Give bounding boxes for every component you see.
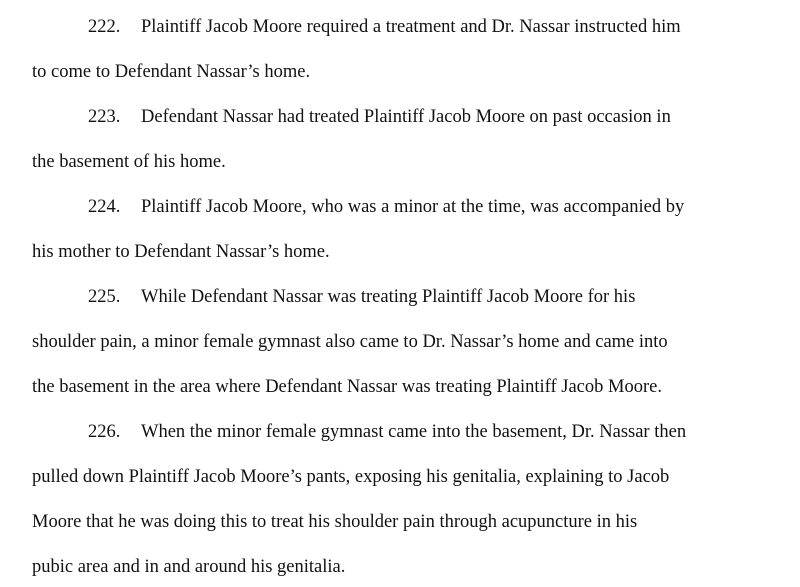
- paragraph-text: When the minor female gymnast came into the basement, Dr. Nassar then: [141, 422, 687, 442]
- paragraph-text: pubic area and in and around his genitalia.: [32, 557, 346, 577]
- paragraph-222-line-1: [88, 16, 681, 38]
- paragraph-226-line-3: [32, 511, 637, 533]
- paragraph-225-line-2: [32, 331, 668, 353]
- paragraph-number: 222.: [88, 17, 121, 37]
- paragraph-text: Moore that he was doing this to treat his shoulder pain through acupuncture in his: [32, 512, 638, 532]
- paragraph-number: 226.: [88, 422, 121, 442]
- paragraph-text: While Defendant Nassar was treating Plaintiff Jacob Moore for his: [141, 287, 636, 307]
- paragraph-text: the basement of his home.: [32, 152, 226, 172]
- paragraph-text: to come to Defendant Nassar’s home.: [32, 62, 311, 82]
- paragraph-226-line-2: [32, 466, 669, 488]
- paragraph-number: 225.: [88, 287, 121, 307]
- paragraph-223-line-1: [88, 106, 671, 128]
- paragraph-226-line-4: [32, 556, 345, 578]
- paragraph-text: the basement in the area where Defendant Nassar was treating Plaintiff Jacob Moore.: [32, 377, 662, 397]
- paragraph-225-line-1: [88, 286, 635, 308]
- paragraph-text: shoulder pain, a minor female gymnast also came to Dr. Nassar’s home and came into: [32, 332, 668, 352]
- paragraph-226-line-1: [88, 421, 686, 443]
- paragraph-text: Plaintiff Jacob Moore, who was a minor at the time, was accompanied by: [141, 197, 685, 217]
- paragraph-text: Defendant Nassar had treated Plaintiff Jacob Moore on past occasion in: [141, 107, 671, 127]
- paragraph-number: 223.: [88, 107, 121, 127]
- paragraph-text: his mother to Defendant Nassar’s home.: [32, 242, 330, 262]
- paragraph-224-line-1: [88, 196, 684, 218]
- paragraph-222-line-2: [32, 61, 310, 83]
- paragraph-number: 224.: [88, 197, 121, 217]
- paragraph-225-line-3: [32, 376, 662, 398]
- paragraph-text: Plaintiff Jacob Moore required a treatment and Dr. Nassar instructed him: [141, 17, 681, 37]
- paragraph-223-line-2: [32, 151, 226, 173]
- paragraph-224-line-2: [32, 241, 330, 263]
- paragraph-text: pulled down Plaintiff Jacob Moore’s pants, exposing his genitalia, explaining to Jacob: [32, 467, 670, 487]
